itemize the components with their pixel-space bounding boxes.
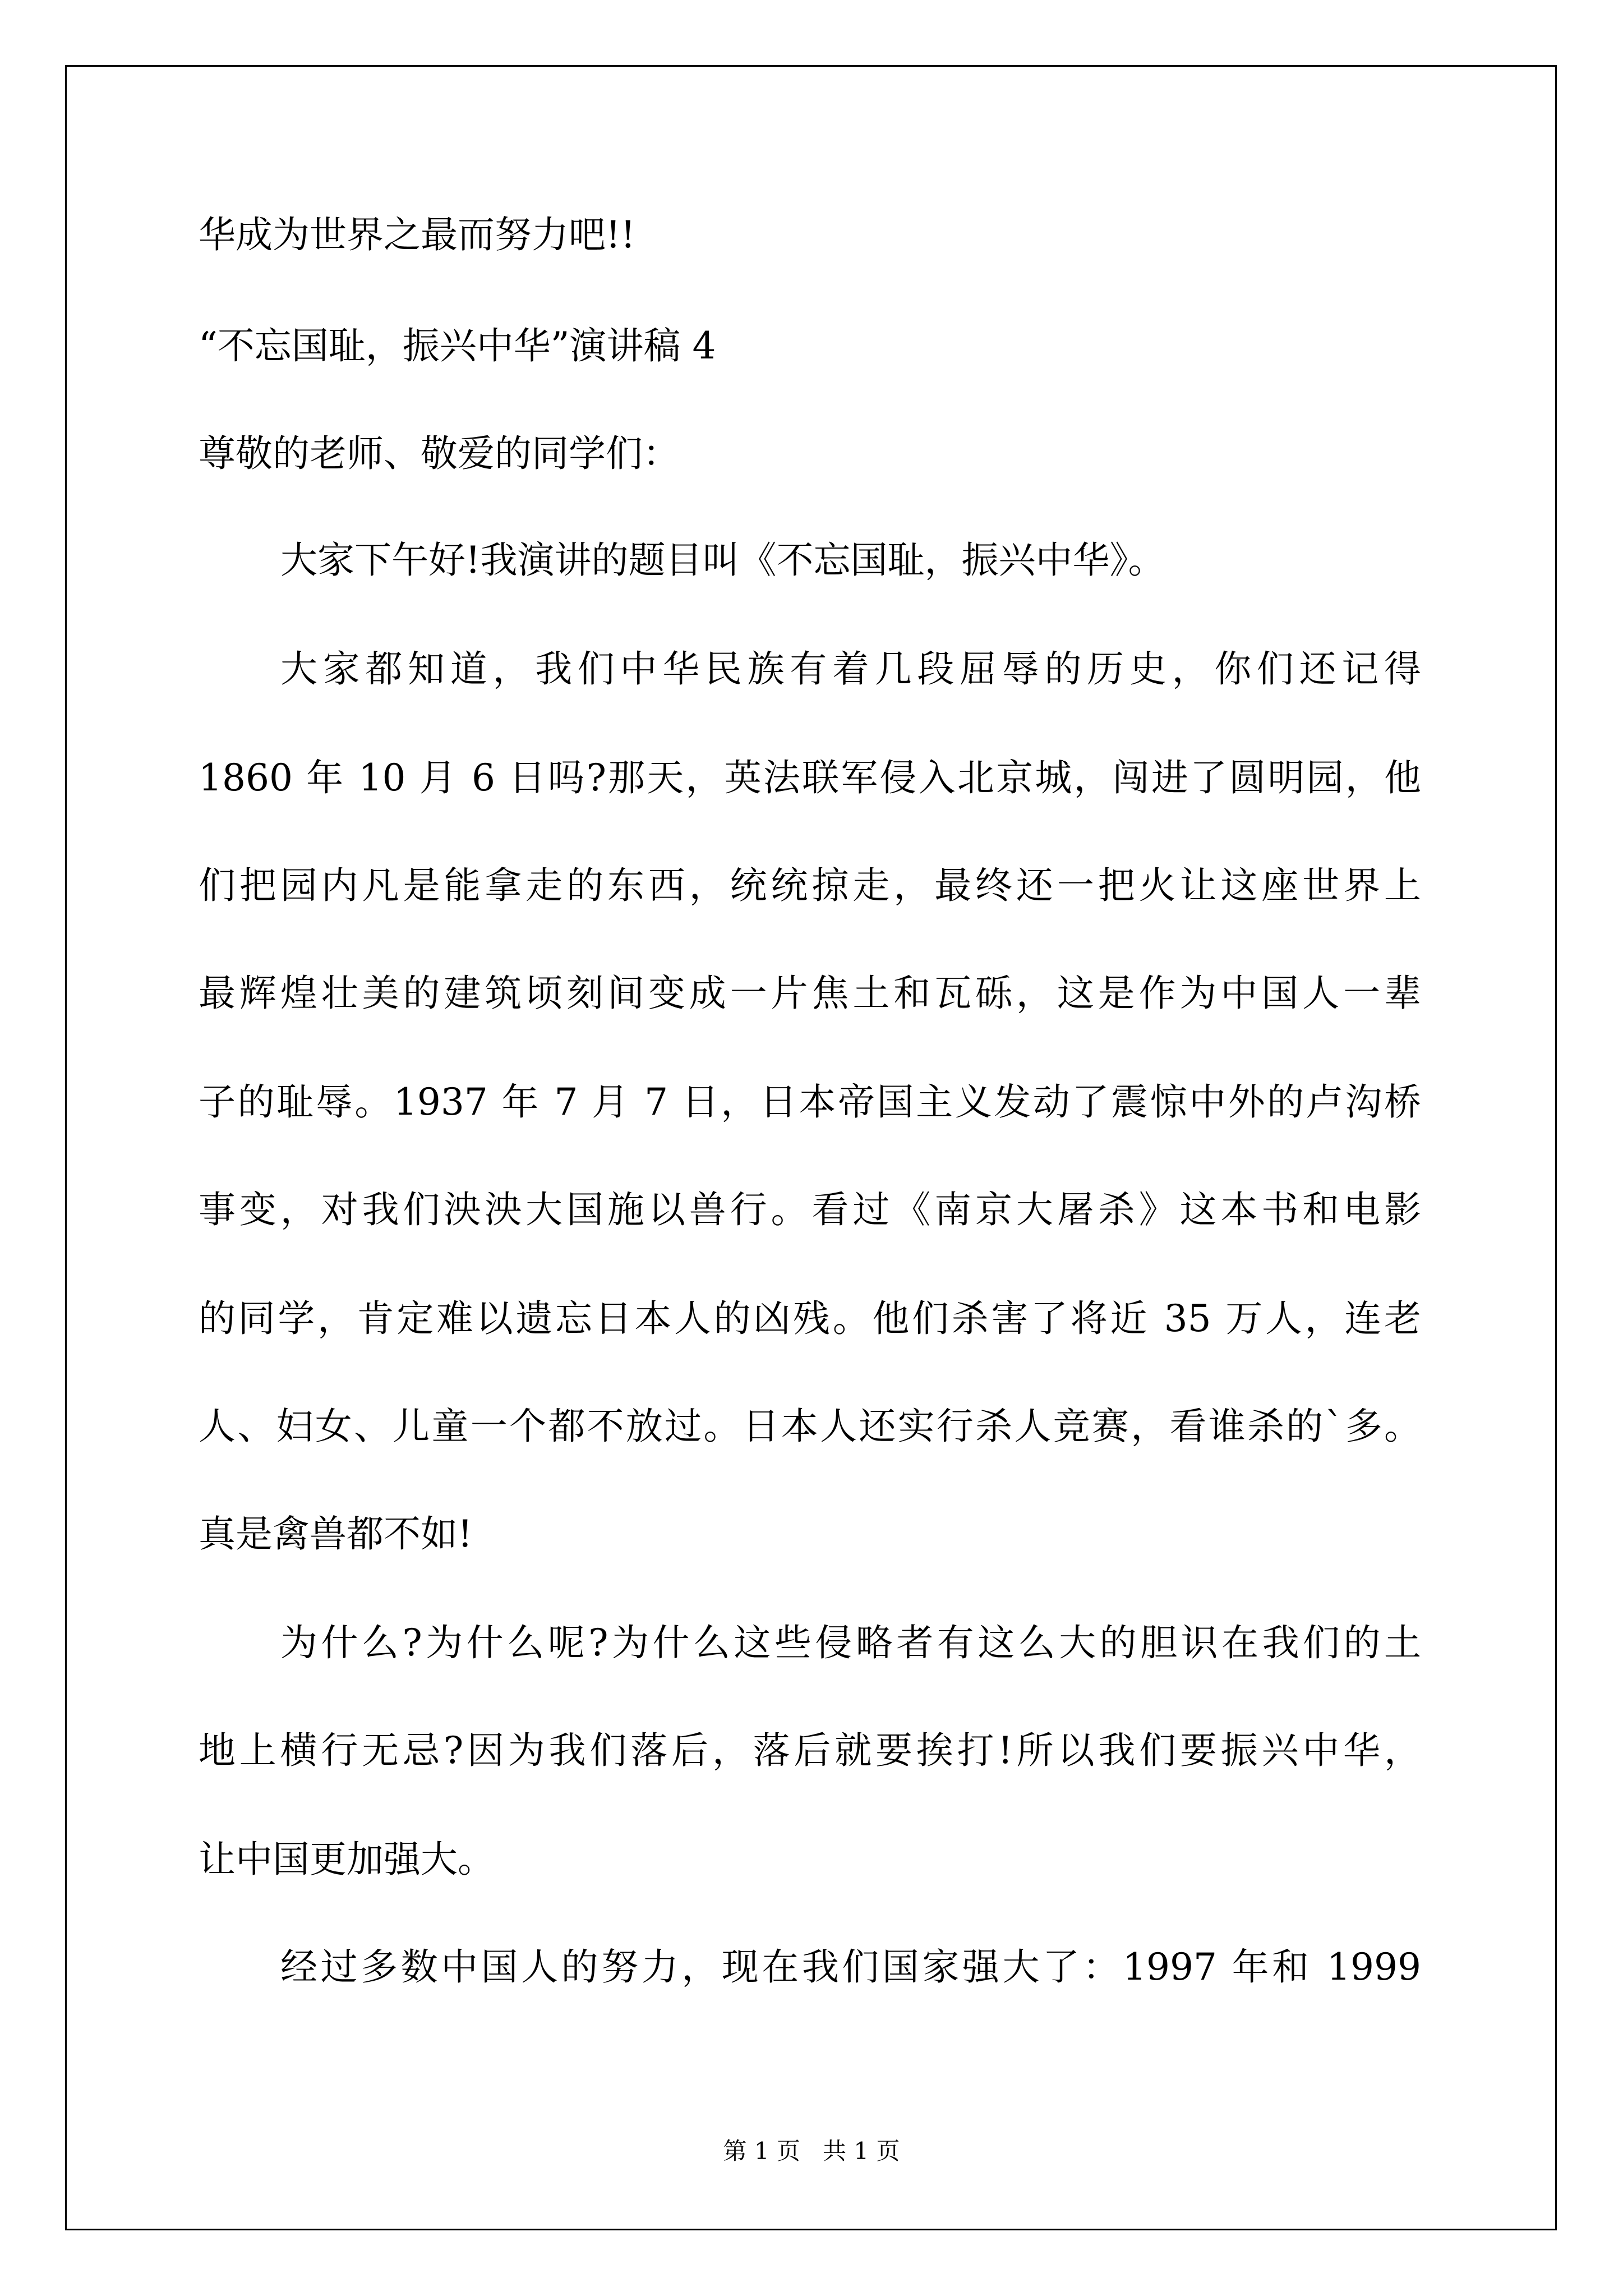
body-line: 1860 年 10 月 6 日吗?那天，英法联军侵入北京城，闯进了圆明园，他	[199, 756, 1421, 799]
body-line: 大家都知道，我们中华民族有着几段屈辱的历史，你们还记得	[280, 647, 1421, 691]
body-line: 人、妇女、儿童一个都不放过。日本人还实行杀人竞赛，看谁杀的`多。	[199, 1405, 1421, 1448]
body-line: 为什么?为什么呢?为什么这些侵略者有这么大的胆识在我们的土	[280, 1621, 1421, 1664]
paragraph-continuation-line: 华成为世界之最而努力吧!!	[199, 213, 636, 256]
body-line: 们把园内凡是能拿走的东西，统统掠走，最终还一把火让这座世界上	[199, 864, 1421, 907]
page-border	[65, 65, 1557, 2230]
salutation: 尊敬的老师、敬爱的同学们：	[199, 432, 680, 475]
body-line: 事变，对我们泱泱大国施以兽行。看过《南京大屠杀》这本书和电影	[199, 1188, 1421, 1231]
body-line: 地上横行无忌?因为我们落后，落后就要挨打!所以我们要振兴中华，	[199, 1729, 1421, 1772]
body-line: 的同学，肯定难以遗忘日本人的凶残。他们杀害了将近 35 万人，连老	[199, 1297, 1421, 1340]
greeting-line: 大家下午好!我演讲的题目叫《不忘国耻，振兴中华》。	[280, 539, 1165, 582]
page-number-footer: 第 1 页 共 1 页	[723, 2137, 900, 2165]
body-line: 最辉煌壮美的建筑顷刻间变成一片焦土和瓦砾，这是作为中国人一辈	[199, 972, 1421, 1015]
section-title: “不忘国耻，振兴中华”演讲稿 4	[199, 324, 716, 367]
body-line: 让中国更加强大。	[199, 1838, 495, 1881]
body-line: 子的耻辱。1937 年 7 月 7 日，日本帝国主义发动了震惊中外的卢沟桥	[199, 1080, 1421, 1124]
body-line: 经过多数中国人的努力，现在我们国家强大了：1997 年和 1999	[280, 1945, 1421, 1989]
body-line: 真是禽兽都不如!	[199, 1512, 473, 1556]
